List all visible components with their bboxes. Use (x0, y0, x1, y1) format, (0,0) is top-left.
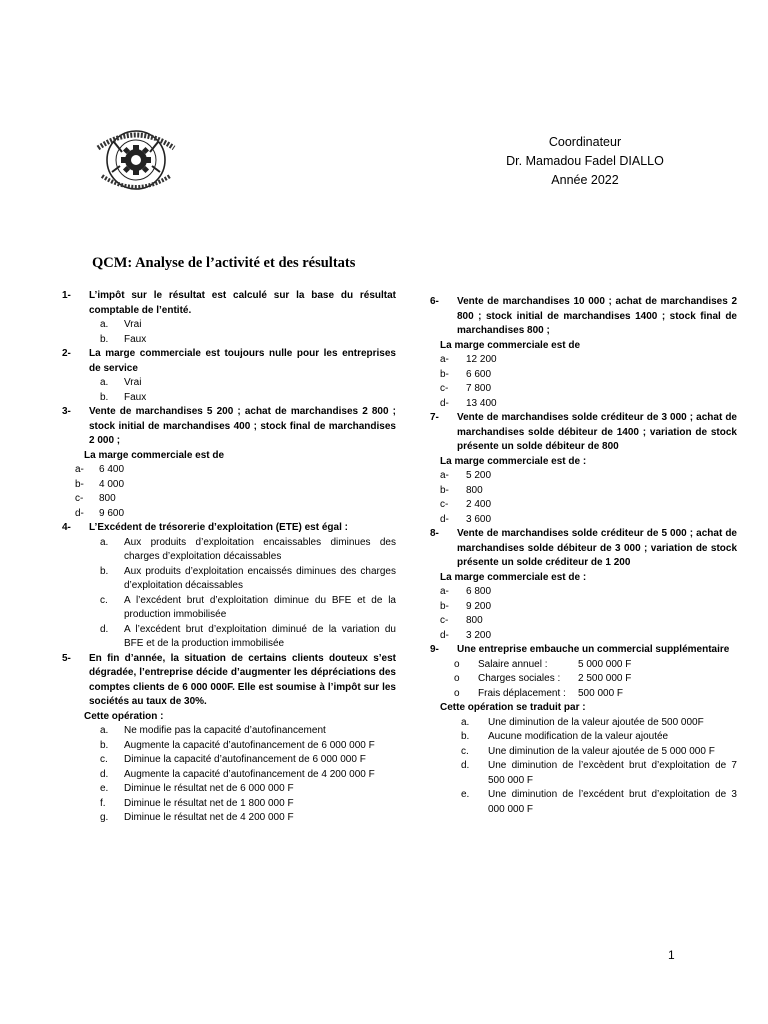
answer-option (430, 513, 737, 528)
question-number: 5- (62, 652, 71, 664)
coordinator-name: Dr. Mamadou Fadel DIALLO (506, 154, 664, 168)
option-text: 9 600 (99, 507, 125, 519)
option-key: d- (75, 507, 84, 519)
option-key: g. (100, 812, 109, 823)
option-key: b- (75, 478, 84, 490)
cost-item (430, 672, 737, 687)
option-text: 800 (99, 493, 116, 504)
option-text: 800 (466, 484, 483, 496)
question-6 (430, 295, 737, 339)
option-key: a- (75, 464, 84, 475)
question-sublabel: Cette opération se traduit par : (440, 702, 586, 713)
answer-option (62, 333, 396, 348)
question-number: 6- (430, 296, 439, 307)
coordinator-block (470, 133, 700, 190)
answer-option (430, 368, 737, 383)
answer-option (430, 745, 737, 760)
question-4 (62, 521, 396, 536)
question-9 (430, 643, 737, 658)
question-number: 9- (430, 644, 439, 655)
answer-option (430, 382, 737, 397)
answer-option (62, 318, 396, 333)
option-text: Diminue le résultat net de 4 200 000 F (124, 812, 294, 823)
academic-year: Année 2022 (551, 173, 619, 187)
option-text: 4 000 (99, 478, 125, 490)
option-text: Faux (124, 391, 147, 403)
cost-value: 2 500 000 F (578, 673, 632, 684)
question-7 (430, 411, 737, 455)
option-key: c. (100, 594, 108, 606)
option-key: b. (461, 731, 470, 742)
option-key: f. (100, 797, 106, 809)
option-key: c- (440, 499, 449, 510)
question-text: Vente de marchandises 5 200 ; achat de marchandises 2 800 ; stock initial de marchandises 400 ; stock final de marchandises 2 000 ; (89, 406, 396, 446)
answer-option (62, 391, 396, 406)
answer-option (62, 376, 396, 391)
option-key: d. (100, 623, 109, 635)
answer-option (430, 730, 737, 745)
option-text: Augmente la capacité d’autofinancement de 6 000 000 F (124, 739, 375, 751)
answer-option (62, 724, 396, 739)
option-key: a. (100, 377, 109, 388)
bullet-icon: o (454, 673, 460, 684)
question-5 (62, 652, 396, 710)
question-3 (62, 405, 396, 449)
question-8 (430, 527, 737, 571)
question-text: Vente de marchandises solde créditeur de 3 000 ; achat de marchandises solde débiteur de 1400 ; variation de stock présente un solde débiteur de 800 (457, 412, 737, 452)
answer-option (62, 797, 396, 812)
option-text: A l’excédent brut d’exploitation diminué de la variation du BFE et de la production immobilisée (124, 623, 396, 649)
option-key: a- (440, 470, 449, 481)
cost-value: 500 000 F (578, 687, 624, 699)
question-text: La marge commerciale est toujours nulle pour les entreprises de service (89, 348, 396, 374)
option-text: Aux produits d’exploitation encaissés diminues des charges d’exploitation décaissables (124, 565, 396, 591)
option-text: Augmente la capacité d’autofinancement de 4 200 000 F (124, 768, 375, 780)
question-sublabel: La marge commerciale est de : (440, 455, 587, 467)
option-text: 2 400 (466, 499, 492, 510)
cost-label: Salaire annuel : (478, 658, 548, 670)
option-text: Faux (124, 333, 147, 345)
answer-option (430, 469, 737, 484)
answer-option (62, 492, 396, 507)
question-text: L’Excédent de trésorerie d’exploitation (ETE) est égal : (89, 522, 348, 533)
cost-label: Charges sociales : (478, 673, 561, 684)
option-key: a. (100, 725, 109, 736)
option-text: Aucune modification de la valeur ajoutée (488, 731, 669, 742)
answer-option (62, 782, 396, 797)
cost-value: 5 000 000 F (578, 658, 632, 670)
question-number: 1- (62, 290, 71, 301)
question-number: 2- (62, 348, 71, 359)
question-sublabel: La marge commerciale est de : (440, 571, 587, 583)
option-key: b. (100, 333, 109, 345)
question-text: Vente de marchandises solde créditeur de 5 000 ; achat de marchandises solde débiteur de 3 000 ; variation de stock présente un solde créditeur de 1 200 (457, 528, 737, 568)
option-text: A l’excédent brut d’exploitation diminue du BFE et de la production immobilisée (124, 594, 396, 620)
answer-option (62, 478, 396, 493)
option-key: d. (461, 760, 470, 771)
question-number: 8- (430, 528, 439, 539)
answer-option (430, 600, 737, 615)
answer-option (62, 623, 396, 652)
option-text: 5 200 (466, 470, 492, 481)
question-text: En fin d’année, la situation de certains clients douteux s’est dégradée, l’entreprise décide d’augmenter les dépréciations des comptes clients de 6 000 000F. Elle est soumise à l’impôt sur les sociétés au taux de 30%. (89, 652, 396, 707)
option-text: 13 400 (466, 397, 497, 409)
answer-option (62, 594, 396, 623)
option-text: 7 800 (466, 383, 492, 394)
option-text: Vrai (124, 377, 142, 388)
question-sublabel: Cette opération : (84, 710, 164, 722)
option-key: b- (440, 484, 449, 496)
option-key: a. (100, 536, 109, 548)
answer-option (430, 484, 737, 499)
option-text: Une diminution de l’excédent brut d’exploitation de 3 000 000 F (488, 789, 737, 815)
university-seal-icon (92, 128, 180, 192)
option-key: b. (100, 739, 109, 751)
answer-option (430, 716, 737, 731)
answer-option (430, 759, 737, 788)
question-sublabel: La marge commerciale est de (440, 339, 581, 351)
option-text: Aux produits d’exploitation encaissables diminues des charges d’exploitation décaissables (124, 536, 396, 562)
option-text: 6 600 (466, 368, 492, 380)
option-key: a. (100, 319, 109, 330)
question-text: Vente de marchandises 10 000 ; achat de marchandises 2 800 ; stock initial de marchandises 1400 ; stock final de marchandises 800 ; (457, 296, 737, 336)
option-text: Une diminution de la valeur ajoutée de 5 000 000 F (488, 745, 715, 757)
option-key: a. (461, 716, 470, 728)
option-text: 3 600 (466, 513, 492, 525)
option-text: 800 (466, 615, 483, 626)
cost-item (430, 687, 737, 702)
option-key: b. (100, 565, 109, 577)
option-key: e. (100, 783, 109, 794)
option-key: a- (440, 354, 449, 365)
option-text: 9 200 (466, 600, 492, 612)
question-1 (62, 289, 396, 318)
option-key: d- (440, 629, 449, 641)
question-number: 7- (430, 412, 439, 423)
cost-label: Frais déplacement : (478, 687, 566, 699)
left-column (62, 289, 396, 826)
option-key: d- (440, 513, 449, 525)
option-key: d. (100, 768, 109, 780)
answer-option (430, 585, 737, 600)
option-key: c. (461, 745, 469, 757)
answer-option (430, 614, 737, 629)
answer-option (430, 353, 737, 368)
bullet-icon: o (454, 658, 460, 670)
answer-option (62, 463, 396, 478)
answer-option (62, 753, 396, 768)
cost-item (430, 658, 737, 673)
option-text: Vrai (124, 319, 142, 330)
answer-option (430, 397, 737, 412)
option-key: b- (440, 368, 449, 380)
option-key: a- (440, 586, 449, 597)
question-number: 3- (62, 406, 71, 417)
question-sublabel: La marge commerciale est de (84, 449, 225, 461)
option-key: c- (440, 615, 449, 626)
option-text: Une diminution de la valeur ajoutée de 500 000F (488, 716, 704, 728)
bullet-icon: o (454, 687, 460, 699)
answer-option (62, 768, 396, 783)
answer-option (430, 629, 737, 644)
option-text: 12 200 (466, 354, 497, 365)
option-text: 6 800 (466, 586, 492, 597)
question-2 (62, 347, 396, 376)
option-key: b. (100, 391, 109, 403)
option-text: 3 200 (466, 629, 492, 641)
option-key: c- (440, 383, 449, 394)
option-key: c- (75, 493, 84, 504)
answer-option (62, 739, 396, 754)
option-text: Ne modifie pas la capacité d’autofinancement (124, 725, 326, 736)
option-key: e. (461, 789, 470, 800)
page-number: 1 (668, 948, 675, 962)
answer-option (62, 536, 396, 565)
page-title: QCM: Analyse de l’activité et des résultats (92, 255, 356, 271)
coordinator-label: Coordinateur (548, 135, 622, 149)
option-key: c. (100, 754, 108, 765)
option-key: b- (440, 600, 449, 612)
answer-option (62, 811, 396, 826)
option-text: Diminue le résultat net de 1 800 000 F (124, 797, 294, 809)
option-text: Diminue le résultat net de 6 000 000 F (124, 783, 294, 794)
question-text: Une entreprise embauche un commercial supplémentaire (457, 644, 730, 655)
answer-option (62, 507, 396, 522)
answer-option (62, 565, 396, 594)
right-column (430, 295, 737, 817)
option-text: 6 400 (99, 464, 125, 475)
answer-option (430, 498, 737, 513)
option-text: Diminue la capacité d’autofinancement de 6 000 000 F (124, 754, 366, 765)
question-text: L’impôt sur le résultat est calculé sur la base du résultat comptable de l’entité. (89, 290, 396, 316)
question-number: 4- (62, 522, 71, 533)
option-text: Une diminution de l’excèdent brut d’exploitation de 7 500 000 F (488, 760, 737, 786)
option-key: d- (440, 397, 449, 409)
answer-option (430, 788, 737, 817)
